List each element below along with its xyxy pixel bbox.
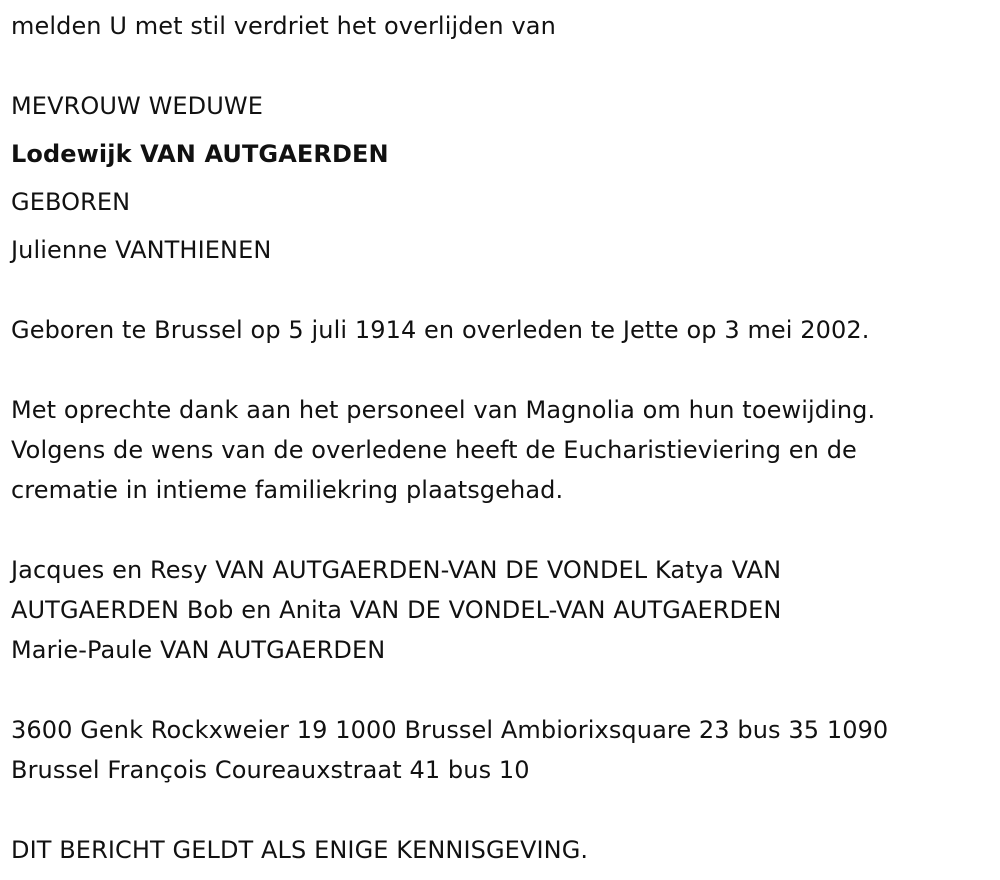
born-label: GEBOREN [11,188,131,216]
address-line: 3600 Genk Rockxweier 19 1000 Brussel Ambiorixsquare 23 bus 35 1090 [11,716,889,744]
thanks-line: Met oprechte dank aan het personeel van Magnolia om hun toewijding. [11,396,876,424]
thanks-line: Volgens de wens van de overledene heeft de Eucharistieviering en de [11,436,857,464]
family-line: Jacques en Resy VAN AUTGAERDEN-VAN DE VONDEL Katya VAN [11,556,782,584]
address-line: Brussel François Coureauxstraat 41 bus 10 [11,756,530,784]
family-line: AUTGAERDEN Bob en Anita VAN DE VONDEL-VAN AUTGAERDEN [11,596,782,624]
intro-line: melden U met stil verdriet het overlijden van [11,12,556,40]
thanks-line: crematie in intieme familiekring plaatsgehad. [11,476,564,504]
husband-name: Lodewijk VAN AUTGAERDEN [11,140,389,168]
deceased-name: Julienne VANTHIENEN [11,236,272,264]
birth-death-line: Geboren te Brussel op 5 juli 1914 en overleden te Jette op 3 mei 2002. [11,316,870,344]
title-line: MEVROUW WEDUWE [11,92,264,120]
family-line: Marie-Paule VAN AUTGAERDEN [11,636,386,664]
closing-line: DIT BERICHT GELDT ALS ENIGE KENNISGEVING. [11,836,589,864]
